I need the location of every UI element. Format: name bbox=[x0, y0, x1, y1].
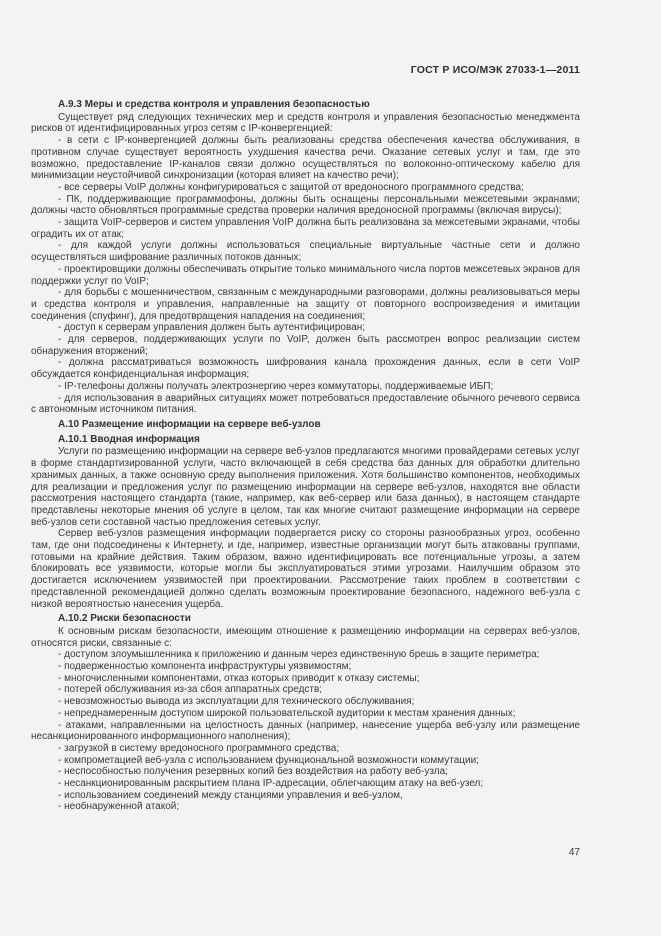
section-heading: А.10.1 Вводная информация bbox=[58, 433, 200, 445]
list-item: - необнаруженной атакой; bbox=[58, 801, 180, 813]
list-item: - для каждой услуги должны использоваться специальные виртуальные частные сети и должно осуществляться шифрование различных потоков данных; bbox=[31, 240, 580, 264]
list-item: - атаками, направленными на целостность данных (например, нанесение ущерба веб-узлу или размещение несанкционированного информационного наполнения); bbox=[31, 719, 580, 743]
list-item: - доступ к серверам управления должен быть аутентифицирован; bbox=[58, 322, 366, 334]
paragraph: Услуги по размещению информации на сервере веб-узлов предлагаются многими провайдерами сетевых услуг в форме стандартизированной услуги, часто включающей в себя средства баз данных для обработки длительно хранимых данных, а также основную среду выполнения приложения. Хотя большинство компонентов, необходимых для реализации и предложения услуг по размещению информации на сервере веб-узлов, находятся вне области рассмотрения настоящего стандарта (такие, например, как веб-сервер или база данных), в настоящем стандарте представлены некоторые мнения об услуге в целом, так как многие считают размещение информации на сервере веб-узлов сети составной частью предложения сетевых услуг. bbox=[31, 446, 580, 528]
list-item: - должна рассматриваться возможность шифрования канала прохождения данных, если в сети VoIP обсуждается конфиденциальная информация; bbox=[31, 357, 580, 381]
section-heading: А.10.2 Риски безопасности bbox=[58, 613, 191, 625]
list-item: - неспособностью получения резервных копий без воздействия на работу веб-узла; bbox=[58, 766, 448, 778]
list-item: - защита VoIP-серверов и систем управления VoIP должна быть реализована за межсетевыми экранами, чтобы оградить их от атак; bbox=[31, 217, 580, 240]
list-item: - проектировщики должны обеспечивать открытие только минимального числа портов межсетевых экранов для поддержки услуг по VoIP; bbox=[31, 263, 580, 287]
paragraph: Существует ряд следующих технических мер и средств контроля и управления безопасностью менеджмента рисков от идентифицированных угроз сетям с IP-конвергенцией: bbox=[31, 111, 580, 135]
list-item: - для серверов, поддерживающих услуги по VoIP, должен быть рассмотрен вопрос реализации систем обнаружения вторжений; bbox=[31, 334, 580, 357]
list-item: - многочисленными компонентами, отказ которых приводит к отказу системы; bbox=[58, 672, 420, 684]
list-item: - подверженностью компонента инфраструктуры уязвимостям; bbox=[58, 661, 352, 673]
section-heading: А.9.3 Меры и средства контроля и управления безопасностью bbox=[58, 99, 370, 110]
paragraph: Сервер веб-узлов размещения информации подвергается риску со стороны разнообразных угроз, особенно там, где они подсоединены к Интернету, и где, например, известные организации могут быть атакованы группами, готовыми на крайние действия. Таким образом, важно идентифицировать все потенциальные угрозы, а затем блокировать все уязвимости, которые могли бы эксплуатироваться этими угрозами. Наилучшим образом это достигается исключением уязвимостей при проектировании. Рассмотрение таких проблем в соответствии с представленной рекомендацией должно сделать возможным проектирование безопасного, надежного веб-узла с низкой вероятностью нанесения ущерба. bbox=[31, 528, 580, 610]
list-item: - компрометацией веб-узла с использованием функциональной возможности коммутации; bbox=[58, 754, 479, 766]
list-item: - невозможностью вывода из эксплуатации для технического обслуживания; bbox=[58, 696, 415, 708]
list-item: - потерей обслуживания из-за сбоя аппаратных средств; bbox=[58, 684, 323, 696]
running-header: ГОСТ Р ИСО/МЭК 27033-1—2011 bbox=[410, 64, 580, 76]
document-body bbox=[31, 96, 580, 813]
list-item: - доступом злоумышленника к приложению и данным через единственную брешь в защите периметра; bbox=[58, 649, 540, 661]
list-item: - для использования в аварийных ситуациях может потребоваться предоставление обычного речевого сервиса с автономным источником питания. bbox=[31, 392, 580, 416]
section-heading: А.10 Размещение информации на сервере веб-узлов bbox=[58, 418, 321, 430]
list-item: - непреднамеренным доступом широкой пользовательской аудитории к местам хранения данных; bbox=[58, 707, 516, 719]
page-number: 47 bbox=[568, 847, 580, 858]
paragraph: К основным рискам безопасности, имеющим отношение к размещению информации на серверах веб-узлов, относятся риски, связанные с: bbox=[31, 625, 580, 649]
list-item: - для борьбы с мошенничеством, связанным с международными разговорами, должны реализовываться меры и средства контроля и управления, направленные на защиту от повторного воспроизведения и имитации соединения (спуфинг), для предотвращения нападения на соединения; bbox=[31, 287, 580, 322]
list-item: - все серверы VoIP должны конфигурироваться с защитой от вредоносного программного средства; bbox=[58, 181, 524, 193]
list-item: - использованием соединений между станциями управления и веб-узлом, bbox=[58, 789, 403, 801]
list-item: - ПК, поддерживающие программофоны, должны быть оснащены персональными межсетевыми экранами; должны часто обновляться программные средства проверки наличия вредоносной программы (включая вирусы); bbox=[31, 193, 580, 217]
list-item: - несанкционированным раскрытием плана IP-адресации, облегчающим атаку на веб-узел; bbox=[58, 778, 484, 790]
list-item: - в сети с IP-конвергенцией должны быть реализованы средства обеспечения качества обслуживания, в противном случае существует вероятность ухудшения качества речи. Оказание сетевых услуг и там, где это возможно, предоставление IP-каналов связи должно осуществляться по волоконно-оптическому кабелю для минимизации неустойчивой синхронизации (которая влияет на качество речи); bbox=[31, 135, 580, 182]
list-item: - загрузкой в систему вредоносного программного средства; bbox=[58, 742, 340, 754]
list-item: - IP-телефоны должны получать электроэнергию через коммутаторы, поддерживаемые ИБП; bbox=[58, 380, 494, 392]
